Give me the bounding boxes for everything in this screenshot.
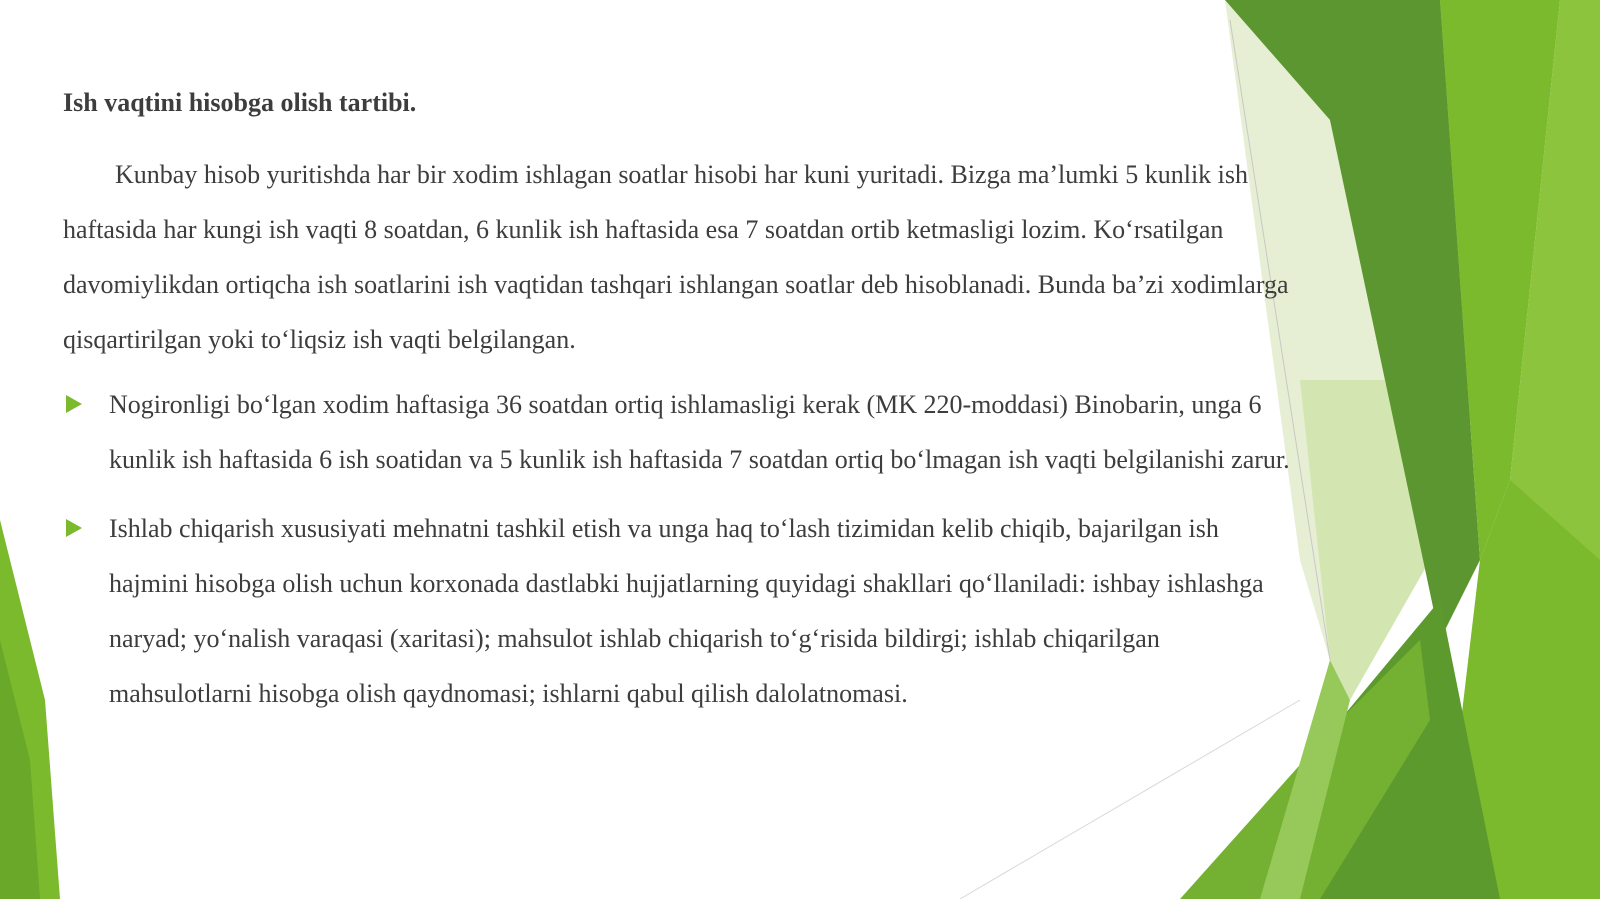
triangle-bullet-icon — [66, 519, 82, 537]
bullet-item — [63, 501, 1303, 721]
bullet-item — [63, 377, 1303, 487]
triangle-bullet-icon — [66, 395, 82, 413]
bullet-list — [63, 377, 1303, 735]
intro-paragraph: Kunbay hisob yuritishda har bir xodim ishlagan soatlar hisobi har kuni yuritadi. Bizga ma’lumki 5 kunlik ish haftasida har kungi ish vaqti 8 soatdan, 6 kunlik ish haftasida esa 7 soatdan ortib ketmasligi lozim. Ko‘rsatilgan davomiylikdan ortiqcha ish soatlarini ish vaqtidan tashqari ishlangan soatlar deb hisoblanadi. Bunda ba’zi xodimlarga qisqartirilgan yoki to‘liqsiz ish vaqti belgilangan. — [63, 160, 1289, 354]
bullet-text: Ishlab chiqarish xususiyati mehnatni tashkil etish va unga haq to‘lash tizimidan kelib chiqib, bajarilgan ish hajmini hisobga olish uchun korxonada dastlabki hujjatlarning quyidagi shakllari qo‘llaniladi: ishbay ishlashga naryad; yo‘nalish varaqasi (xaritasi); mahsulot ishlab chiqarish to‘g‘risida bildirgi; ishlab chiqarilgan mahsulotlarni hisobga olish qaydnomasi; ishlarni qabul qilish dalolatnomasi. — [109, 514, 1264, 708]
bullet-text: Nogironligi bo‘lgan xodim haftasiga 36 soatdan ortiq ishlamasligi kerak (MK 220-moddasi) Binobarin, unga 6 kunlik ish haftasida 6 ish soatidan va 5 kunlik ish haftasida 7 soatdan ortiq bo‘lmagan ish vaqti belgilanishi zarur. — [109, 390, 1290, 474]
slide-heading: Ish vaqtini hisobga olish tartibi. — [63, 88, 417, 117]
